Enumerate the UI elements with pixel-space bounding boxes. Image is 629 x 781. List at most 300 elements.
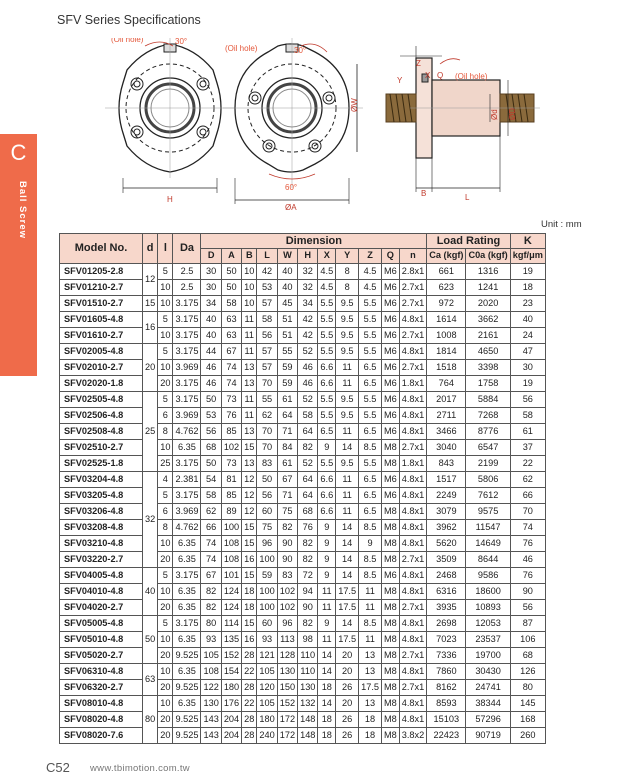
table-cell: 74 [510, 520, 545, 536]
table-cell: 60 [257, 616, 277, 632]
table-row [60, 280, 546, 296]
table-cell: 764 [427, 376, 466, 392]
table-cell: 3.175 [173, 488, 201, 504]
oil-hole-label-3: (Oil hole) [455, 72, 488, 81]
section-label: Ball Screw [17, 181, 28, 240]
table-cell: 53 [257, 280, 277, 296]
dim-q-label: Q [437, 71, 444, 80]
table-row [60, 536, 546, 552]
table-cell: 3.175 [173, 312, 201, 328]
table-cell: 81 [221, 472, 241, 488]
table-cell: 105 [257, 696, 277, 712]
table-cell: 10 [158, 584, 173, 600]
table-cell: 8 [158, 520, 173, 536]
table-cell: M6 [381, 472, 399, 488]
table-cell: 122 [201, 680, 221, 696]
table-cell: 13 [359, 648, 382, 664]
table-cell: 7268 [466, 408, 510, 424]
table-cell: 8.5 [359, 552, 382, 568]
table-cell: 2.7x1 [399, 600, 426, 616]
table-cell: 90 [277, 552, 297, 568]
table-cell: 10 [158, 296, 173, 312]
table-cell: 4.5 [359, 264, 382, 280]
table-cell: 5.5 [359, 344, 382, 360]
table-cell: 130 [277, 664, 297, 680]
table-cell: 9 [318, 616, 336, 632]
table-cell: M6 [381, 376, 399, 392]
table-cell: 7860 [427, 664, 466, 680]
cell-d: 80 [143, 696, 158, 744]
table-cell: 130 [201, 696, 221, 712]
table-cell: 58 [298, 408, 318, 424]
table-cell: 106 [510, 632, 545, 648]
dim-x-label: X [425, 71, 431, 80]
table-cell: M6 [381, 392, 399, 408]
table-cell: 11 [336, 424, 359, 440]
table-cell: 5.5 [359, 408, 382, 424]
table-cell: 2711 [427, 408, 466, 424]
table-cell: 4.8x1 [399, 424, 426, 440]
table-cell: 18600 [466, 584, 510, 600]
table-cell: M6 [381, 280, 399, 296]
table-cell: 56 [510, 600, 545, 616]
table-cell: 74 [221, 376, 241, 392]
table-cell: 145 [510, 696, 545, 712]
table-cell: M8 [381, 520, 399, 536]
table-cell: 5.5 [359, 328, 382, 344]
table-cell: 96 [257, 536, 277, 552]
cell-model: SFV01510-2.7 [60, 296, 143, 312]
dim-w-label: ØW [350, 98, 359, 112]
table-cell: 623 [427, 280, 466, 296]
table-cell: 12 [242, 472, 257, 488]
table-cell: 18 [318, 680, 336, 696]
table-cell: 61 [510, 424, 545, 440]
table-cell: 9 [318, 520, 336, 536]
table-cell: 40 [201, 328, 221, 344]
table-cell: 20 [158, 376, 173, 392]
table-cell: 8.5 [359, 440, 382, 456]
table-cell: 54 [201, 472, 221, 488]
table-cell: 3.175 [173, 392, 201, 408]
table-cell: 3398 [466, 360, 510, 376]
table-cell: 4.8x1 [399, 616, 426, 632]
table-cell: 83 [277, 568, 297, 584]
table-cell: 32 [298, 264, 318, 280]
table-cell: 9.525 [173, 712, 201, 728]
table-cell: 1758 [466, 376, 510, 392]
table-cell: 6.6 [318, 504, 336, 520]
table-cell: 3.969 [173, 504, 201, 520]
table-cell: 6.35 [173, 552, 201, 568]
dim-y-label: Y [397, 76, 403, 85]
header-dim-y: Y [336, 249, 359, 264]
table-cell: 101 [221, 568, 241, 584]
table-cell: 24 [510, 328, 545, 344]
table-cell: 11 [242, 408, 257, 424]
table-cell: 22 [242, 696, 257, 712]
table-cell: 4.762 [173, 520, 201, 536]
table-cell: 5.5 [359, 456, 382, 472]
table-row [60, 648, 546, 664]
table-cell: 20 [158, 600, 173, 616]
table-cell: 6.5 [359, 424, 382, 440]
table-cell: 172 [277, 728, 297, 744]
header-c0a: C0a (kgf) [466, 249, 510, 264]
table-cell: 76 [298, 520, 318, 536]
table-cell: 9 [318, 552, 336, 568]
table-cell: 10 [158, 360, 173, 376]
table-cell: 3.175 [173, 328, 201, 344]
table-cell: 6.35 [173, 536, 201, 552]
table-cell: 82 [277, 520, 297, 536]
table-cell: 3.175 [173, 296, 201, 312]
table-cell: M8 [381, 664, 399, 680]
table-cell: 172 [277, 712, 297, 728]
table-cell: 105 [201, 648, 221, 664]
table-cell: 18 [359, 712, 382, 728]
table-cell: 46 [298, 376, 318, 392]
table-cell: 3.175 [173, 376, 201, 392]
table-cell: 11 [318, 584, 336, 600]
table-cell: 2199 [466, 456, 510, 472]
table-cell: 1614 [427, 312, 466, 328]
table-cell: 4.8x1 [399, 632, 426, 648]
table-cell: 143 [201, 728, 221, 744]
table-cell: 240 [257, 728, 277, 744]
table-cell: 4.8x1 [399, 664, 426, 680]
table-cell: 74 [221, 360, 241, 376]
header-k-unit: kgf/μm [510, 249, 545, 264]
table-cell: M8 [381, 440, 399, 456]
footer-url: www.tbimotion.com.tw [90, 763, 190, 774]
table-cell: 15 [242, 568, 257, 584]
table-row [60, 488, 546, 504]
table-cell: 5.5 [318, 328, 336, 344]
table-cell: 5.5 [318, 456, 336, 472]
table-cell: 20 [158, 680, 173, 696]
table-cell: 8776 [466, 424, 510, 440]
table-row [60, 616, 546, 632]
dim-z-label: Z [416, 59, 421, 68]
table-cell: 3.969 [173, 408, 201, 424]
table-cell: 75 [257, 520, 277, 536]
table-cell: 46 [510, 552, 545, 568]
table-cell: 40 [201, 312, 221, 328]
table-cell: 46 [298, 360, 318, 376]
cell-model: SFV02508-4.8 [60, 424, 143, 440]
table-cell: 89 [221, 504, 241, 520]
table-cell: 80 [201, 616, 221, 632]
table-cell: 26 [336, 680, 359, 696]
table-cell: 5.5 [359, 312, 382, 328]
table-cell: 6.35 [173, 600, 201, 616]
table-cell: 85 [221, 424, 241, 440]
table-cell: 46 [201, 360, 221, 376]
table-cell: 4.8x1 [399, 536, 426, 552]
cell-model: SFV08020-7.6 [60, 728, 143, 744]
table-cell: 121 [257, 648, 277, 664]
table-cell: 62 [201, 504, 221, 520]
table-cell: 8.5 [359, 616, 382, 632]
dim-d-label: ØD [508, 108, 517, 120]
table-cell: 1316 [466, 264, 510, 280]
table-cell: 18 [318, 712, 336, 728]
table-cell: 6.6 [318, 472, 336, 488]
table-cell: 4.8x1 [399, 344, 426, 360]
table-row [60, 696, 546, 712]
table-cell: 5.5 [318, 296, 336, 312]
table-cell: 70 [510, 504, 545, 520]
angle-label-1: 30° [175, 38, 188, 46]
table-cell: 3935 [427, 600, 466, 616]
table-cell: 30430 [466, 664, 510, 680]
cell-d: 25 [143, 392, 158, 472]
table-cell: 76 [510, 536, 545, 552]
table-cell: 4.8x1 [399, 472, 426, 488]
header-load-rating: Load Rating [427, 234, 511, 249]
table-cell: 148 [298, 712, 318, 728]
table-cell: 9 [318, 536, 336, 552]
table-row [60, 728, 546, 744]
table-cell: 9.525 [173, 648, 201, 664]
cell-model: SFV04020-2.7 [60, 600, 143, 616]
table-cell: 60 [257, 504, 277, 520]
table-cell: 18 [242, 584, 257, 600]
table-row [60, 264, 546, 280]
table-cell: 2.7x1 [399, 552, 426, 568]
table-cell: 6.5 [359, 376, 382, 392]
table-cell: 20 [158, 728, 173, 744]
table-cell: 2161 [466, 328, 510, 344]
table-cell: 64 [298, 488, 318, 504]
page-number: C52 [46, 760, 70, 775]
table-cell: 14 [318, 664, 336, 680]
table-cell: 76 [510, 568, 545, 584]
cell-d: 32 [143, 472, 158, 568]
table-cell: 4.5 [318, 264, 336, 280]
table-cell: 152 [277, 696, 297, 712]
table-cell: M6 [381, 264, 399, 280]
table-cell: 58 [201, 488, 221, 504]
table-cell: 28 [242, 648, 257, 664]
header-dim-q: Q [381, 249, 399, 264]
table-cell: 22 [510, 456, 545, 472]
table-cell: M8 [381, 696, 399, 712]
header-l: l [158, 234, 173, 264]
cell-model: SFV05005-4.8 [60, 616, 143, 632]
table-cell: 3662 [466, 312, 510, 328]
table-cell: 4.5 [359, 280, 382, 296]
table-cell: 3.969 [173, 360, 201, 376]
table-cell: 61 [277, 456, 297, 472]
table-cell: 57296 [466, 712, 510, 728]
table-cell: 40 [277, 280, 297, 296]
cell-model: SFV02005-4.8 [60, 344, 143, 360]
cell-model: SFV05020-2.7 [60, 648, 143, 664]
table-cell: 7336 [427, 648, 466, 664]
section-letter: C [10, 140, 27, 165]
table-cell: 11 [336, 488, 359, 504]
table-cell: 67 [201, 568, 221, 584]
table-cell: 18 [510, 280, 545, 296]
table-cell: 82 [201, 584, 221, 600]
cell-model: SFV02510-2.7 [60, 440, 143, 456]
table-cell: 3962 [427, 520, 466, 536]
header-dim-n: n [399, 249, 426, 264]
flange-front-view-1 [105, 38, 235, 193]
table-row [60, 520, 546, 536]
table-cell: 6.35 [173, 584, 201, 600]
table-cell: 5.5 [318, 392, 336, 408]
table-cell: 20 [158, 712, 173, 728]
table-cell: 67 [221, 344, 241, 360]
table-cell: M8 [381, 456, 399, 472]
table-cell: 3.175 [173, 344, 201, 360]
table-row [60, 568, 546, 584]
table-cell: 5 [158, 568, 173, 584]
table-cell: 9575 [466, 504, 510, 520]
dim-l-label: L [465, 193, 470, 202]
table-cell: 10 [242, 264, 257, 280]
table-cell: 9 [318, 568, 336, 584]
table-cell: 55 [277, 344, 297, 360]
table-cell: 90719 [466, 728, 510, 744]
table-cell: 15 [242, 520, 257, 536]
table-cell: 66 [201, 520, 221, 536]
table-cell: 20 [158, 648, 173, 664]
table-row [60, 664, 546, 680]
cell-d: 20 [143, 344, 158, 392]
table-cell: M6 [381, 328, 399, 344]
header-ca: Ca (kgf) [427, 249, 466, 264]
table-cell: 5 [158, 488, 173, 504]
table-cell: 44 [201, 344, 221, 360]
table-row [60, 328, 546, 344]
table-cell: 10 [158, 536, 173, 552]
table-cell: 9.525 [173, 728, 201, 744]
table-cell: 6.6 [318, 488, 336, 504]
table-cell: 11 [318, 600, 336, 616]
table-cell: 12 [242, 488, 257, 504]
table-cell: 4.8x1 [399, 392, 426, 408]
table-cell: 75 [277, 504, 297, 520]
table-cell: 28 [242, 680, 257, 696]
table-cell: 19 [510, 376, 545, 392]
table-cell: 18 [318, 728, 336, 744]
cell-model: SFV03206-4.8 [60, 504, 143, 520]
table-cell: 15 [242, 616, 257, 632]
angle-label-2: 30° [294, 46, 307, 55]
table-cell: 8 [158, 424, 173, 440]
cell-model: SFV03208-4.8 [60, 520, 143, 536]
table-cell: 102 [221, 440, 241, 456]
table-cell: 66 [510, 488, 545, 504]
table-cell: 5 [158, 616, 173, 632]
table-cell: 5.5 [318, 344, 336, 360]
table-cell: 11 [336, 504, 359, 520]
table-cell: 1.8x1 [399, 456, 426, 472]
table-cell: 64 [298, 472, 318, 488]
table-cell: 3.8x2 [399, 728, 426, 744]
table-cell: 3040 [427, 440, 466, 456]
cell-model: SFV08020-4.8 [60, 712, 143, 728]
table-cell: 6547 [466, 440, 510, 456]
table-cell: 90 [510, 584, 545, 600]
table-cell: 70 [257, 440, 277, 456]
table-cell: 80 [510, 680, 545, 696]
table-cell: 56 [201, 424, 221, 440]
cell-model: SFV02505-4.8 [60, 392, 143, 408]
table-cell: 68 [510, 648, 545, 664]
table-cell: 180 [221, 680, 241, 696]
table-row [60, 472, 546, 488]
header-dim-x: X [318, 249, 336, 264]
table-cell: 8.5 [359, 568, 382, 584]
table-cell: 9.5 [336, 408, 359, 424]
table-cell: 15103 [427, 712, 466, 728]
table-cell: 5.5 [359, 392, 382, 408]
table-cell: M6 [381, 360, 399, 376]
table-cell: 124 [221, 584, 241, 600]
table-cell: 90 [277, 536, 297, 552]
table-cell: 110 [298, 648, 318, 664]
table-cell: 38344 [466, 696, 510, 712]
table-cell: M8 [381, 632, 399, 648]
table-cell: 68 [201, 440, 221, 456]
table-cell: 9.5 [336, 312, 359, 328]
table-cell: 11 [242, 392, 257, 408]
table-cell: 10 [158, 632, 173, 648]
table-cell: 3509 [427, 552, 466, 568]
table-cell: 4.762 [173, 424, 201, 440]
table-cell: 176 [221, 696, 241, 712]
table-cell: 9.5 [336, 456, 359, 472]
table-cell: 6.35 [173, 664, 201, 680]
table-cell: 108 [221, 552, 241, 568]
table-cell: 50 [201, 392, 221, 408]
table-cell: 13 [359, 664, 382, 680]
table-cell: M6 [381, 296, 399, 312]
header-dim-b: B [242, 249, 257, 264]
table-cell: 32 [298, 280, 318, 296]
table-cell: 260 [510, 728, 545, 744]
table-row [60, 680, 546, 696]
table-cell: 14 [336, 552, 359, 568]
table-cell: 17.5 [336, 600, 359, 616]
table-cell: 18 [242, 600, 257, 616]
table-cell: 63 [221, 312, 241, 328]
table-cell: 150 [277, 680, 297, 696]
table-cell: 9.5 [336, 296, 359, 312]
table-cell: 6 [158, 504, 173, 520]
table-cell: 3.175 [173, 616, 201, 632]
table-cell: 6 [158, 408, 173, 424]
table-cell: 5884 [466, 392, 510, 408]
table-cell: 28 [242, 712, 257, 728]
table-cell: 105 [257, 664, 277, 680]
cell-d: 63 [143, 664, 158, 696]
table-cell: 14 [318, 648, 336, 664]
table-cell: 87 [510, 616, 545, 632]
cell-model: SFV06310-4.8 [60, 664, 143, 680]
table-cell: 74 [201, 536, 221, 552]
table-cell: 11 [336, 360, 359, 376]
technical-drawings [105, 38, 560, 210]
table-cell: 6.35 [173, 440, 201, 456]
table-cell: 4.8x1 [399, 408, 426, 424]
table-cell: 13 [242, 376, 257, 392]
